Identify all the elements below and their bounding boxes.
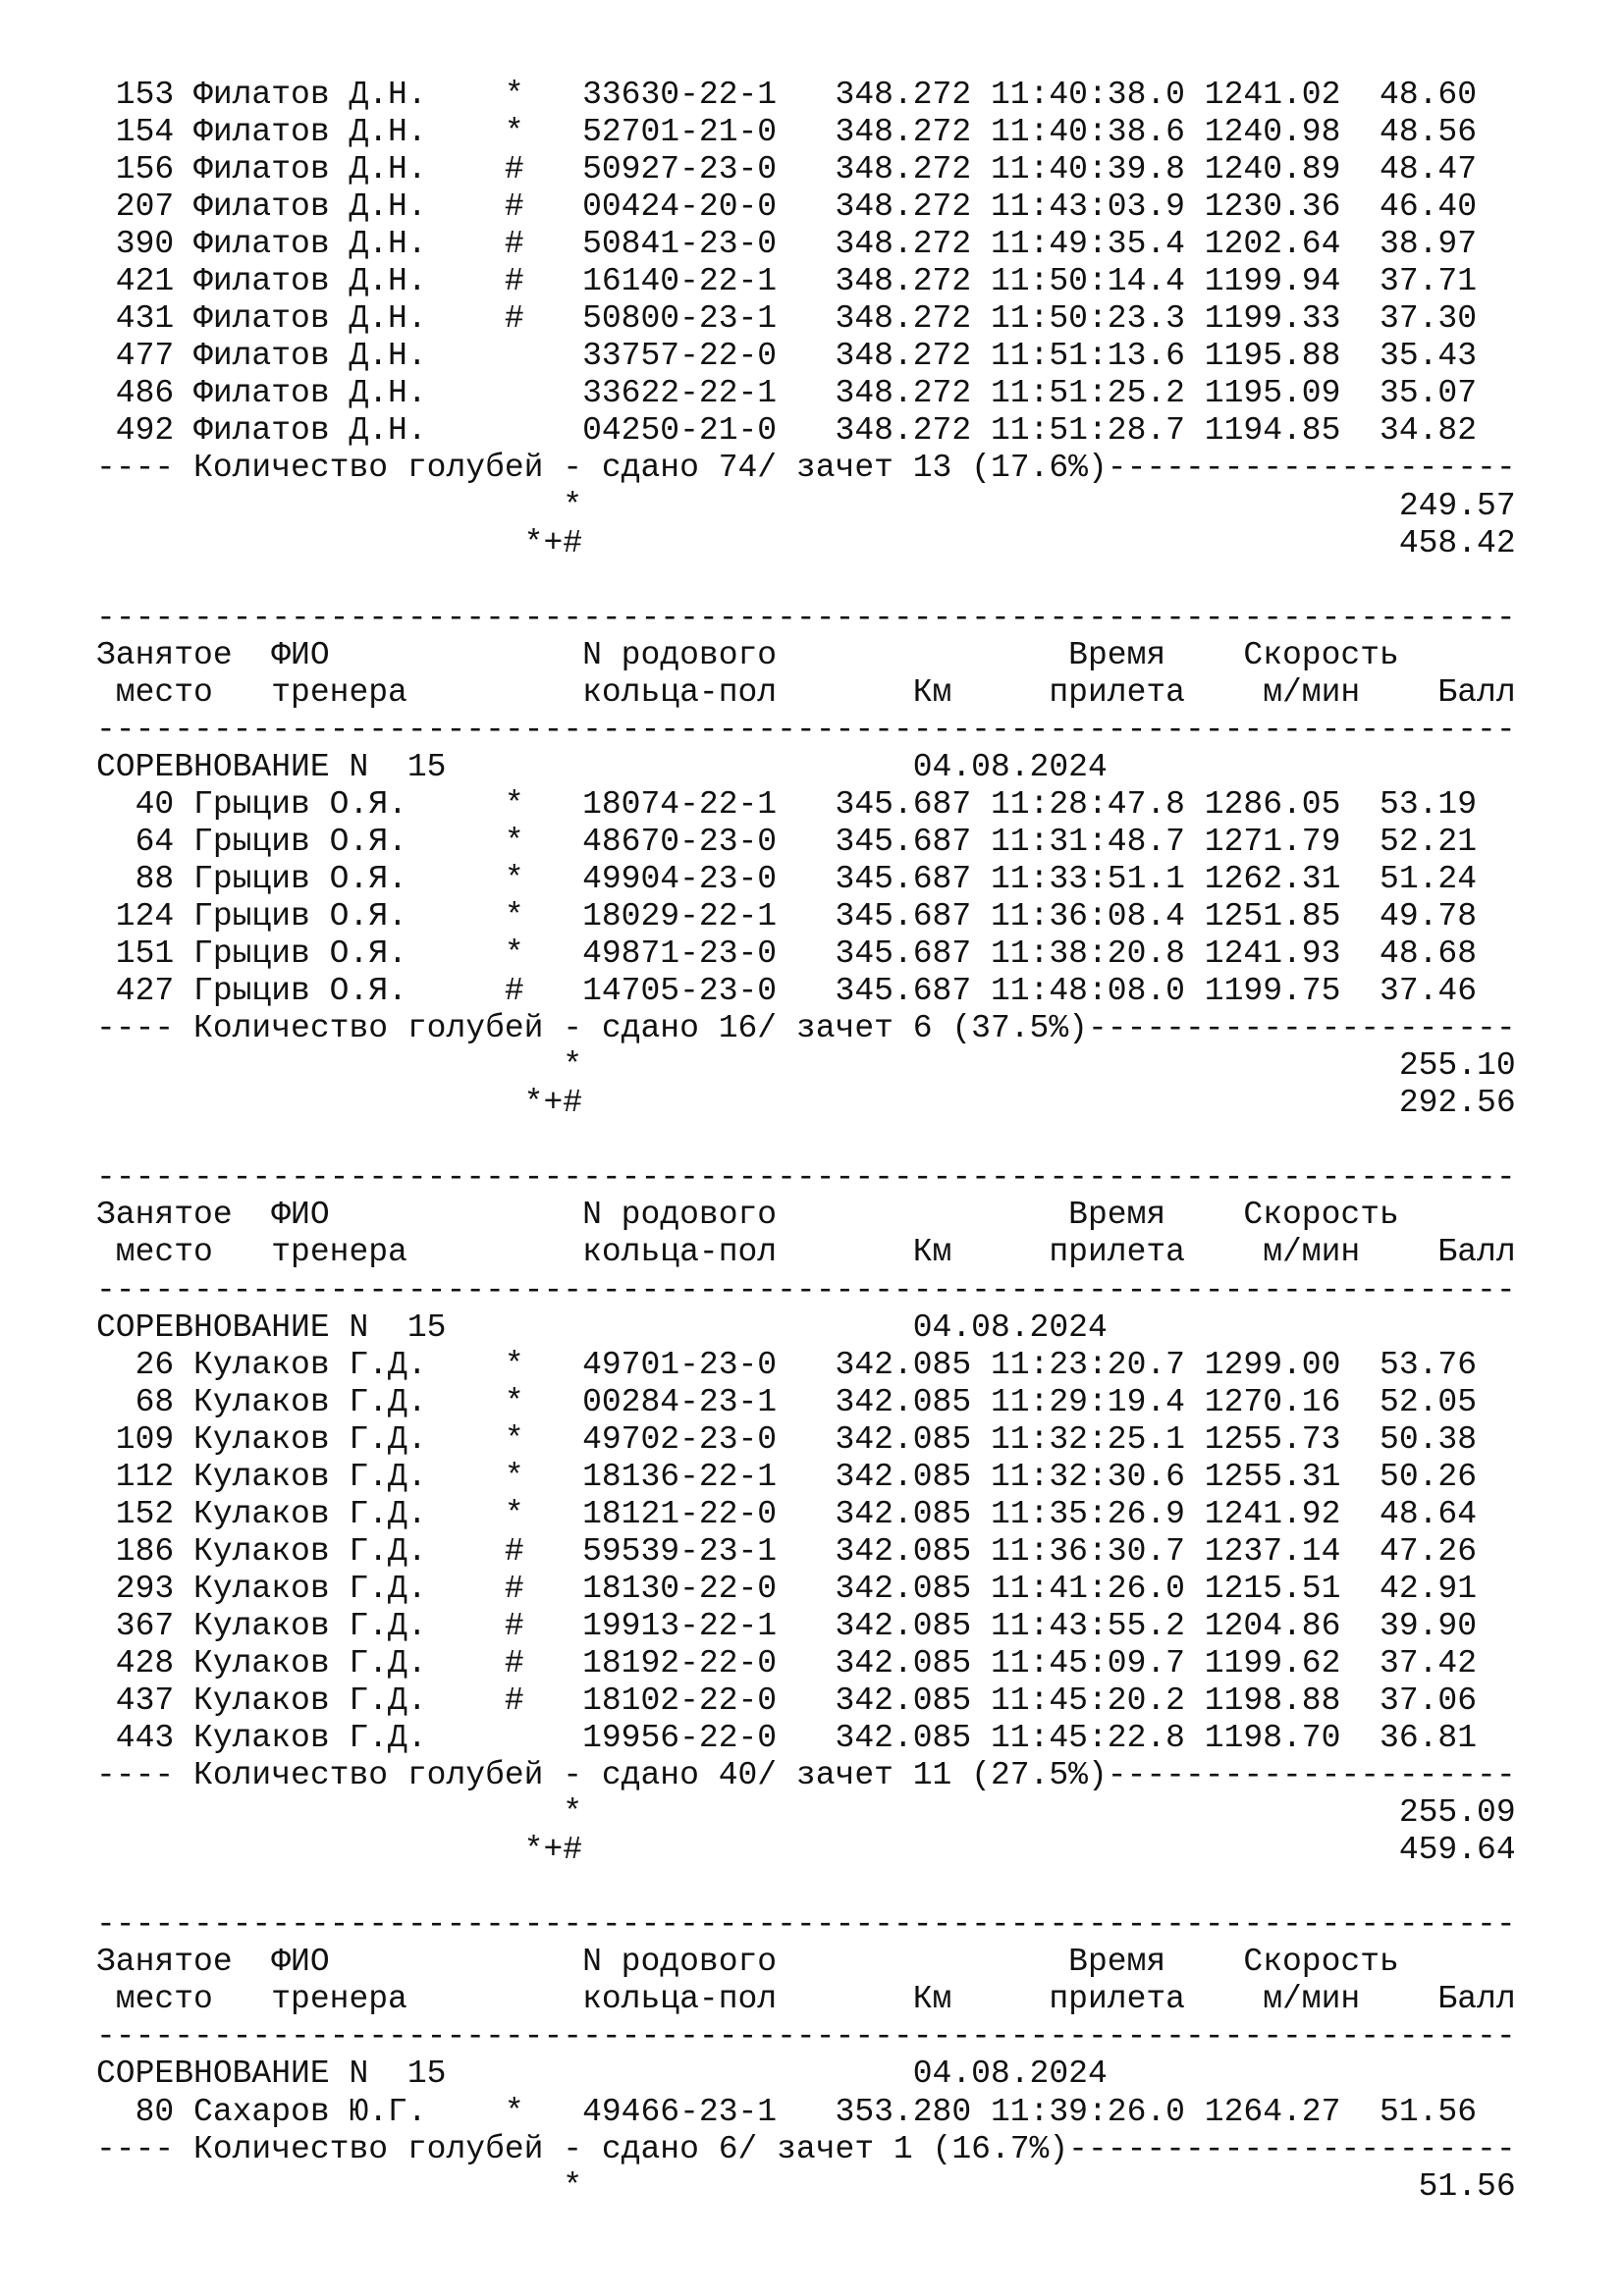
table-row: 492 Филатов Д.Н. 04250-21-0 348.272 11:51:28.7 1194.85 34.82	[96, 412, 1478, 450]
table-row: 428 Кулаков Г.Д. # 18192-22-0 342.085 11:45:09.7 1199.62 37.42	[96, 1644, 1478, 1682]
table-row: 486 Филатов Д.Н. 33622-22-1 348.272 11:51:25.2 1195.09 35.07	[96, 375, 1478, 412]
total-line: *+# 459.64	[96, 1832, 1516, 1869]
table-row: 437 Кулаков Г.Д. # 18102-22-0 342.085 11:45:20.2 1198.88 37.06	[96, 1682, 1478, 1720]
table-header-row-2: место тренера кольца-пол Км прилета м/мин Балл	[96, 673, 1516, 711]
table-row: 152 Кулаков Г.Д. * 18121-22-0 342.085 11:35:26.9 1241.92 48.64	[96, 1495, 1478, 1532]
table-row: 207 Филатов Д.Н. # 00424-20-0 348.272 11:43:03.9 1230.36 46.40	[96, 188, 1478, 226]
blank-line	[96, 562, 1516, 600]
separator-line: -------------------------------------------------------------------------	[96, 599, 1516, 636]
table-row: 124 Грыцив О.Я. * 18029-22-1 345.687 11:36:08.4 1251.85 49.78	[96, 898, 1478, 935]
summary-line: ---- Количество голубей - сдано 74/ зачет 13 (17.6%)---------------------	[96, 450, 1516, 487]
separator-line: -------------------------------------------------------------------------	[96, 2018, 1516, 2056]
table-row: 186 Кулаков Г.Д. # 59539-23-1 342.085 11:36:30.7 1237.14 47.26	[96, 1532, 1478, 1570]
summary-line: ---- Количество голубей - сдано 40/ зачет 11 (27.5%)---------------------	[96, 1757, 1516, 1794]
table-row: 112 Кулаков Г.Д. * 18136-22-1 342.085 11:32:30.6 1255.31 50.26	[96, 1458, 1478, 1495]
total-line: * 255.09	[96, 1794, 1516, 1832]
table-header-row-1: Занятое ФИО N родового Время Скорость	[96, 1197, 1399, 1234]
separator-line: -------------------------------------------------------------------------	[96, 1271, 1516, 1308]
table-header-row-2: место тренера кольца-пол Км прилета м/мин Балл	[96, 1981, 1516, 2018]
table-row: 153 Филатов Д.Н. * 33630-22-1 348.272 11:40:38.0 1241.02 48.60	[96, 77, 1478, 113]
results-document	[96, 77, 1516, 2206]
table-row: 80 Сахаров Ю.Г. * 49466-23-1 353.280 11:39:26.0 1264.27 51.56	[96, 2093, 1478, 2130]
table-row: 427 Грыцив О.Я. # 14705-23-0 345.687 11:48:08.0 1199.75 37.46	[96, 973, 1478, 1010]
competition-title: СОРЕВНОВАНИЕ N 15 04.08.2024	[96, 1308, 1108, 1346]
total-line: * 51.56	[96, 2167, 1516, 2205]
table-row: 156 Филатов Д.Н. # 50927-23-0 348.272 11:40:39.8 1240.89 48.47	[96, 151, 1478, 188]
table-row: 151 Грыцив О.Я. * 49871-23-0 345.687 11:38:20.8 1241.93 48.68	[96, 935, 1478, 973]
table-row: 88 Грыцив О.Я. * 49904-23-0 345.687 11:33:51.1 1262.31 51.24	[96, 860, 1478, 897]
blank-line	[96, 1869, 1516, 1906]
table-row: 109 Кулаков Г.Д. * 49702-23-0 342.085 11:32:25.1 1255.73 50.38	[96, 1420, 1478, 1458]
total-line: * 249.57	[96, 487, 1516, 524]
summary-line: ---- Количество голубей - сдано 6/ зачет 1 (16.7%)-----------------------	[96, 2130, 1516, 2167]
table-row: 390 Филатов Д.Н. # 50841-23-0 348.272 11:49:35.4 1202.64 38.97	[96, 226, 1478, 263]
table-header-row-1: Занятое ФИО N родового Время Скорость	[96, 636, 1399, 673]
table-row: 431 Филатов Д.Н. # 50800-23-1 348.272 11:50:23.3 1199.33 37.30	[96, 300, 1478, 338]
table-row: 26 Кулаков Г.Д. * 49701-23-0 342.085 11:23:20.7 1299.00 53.76	[96, 1346, 1478, 1383]
competition-title: СОРЕВНОВАНИЕ N 15 04.08.2024	[96, 2056, 1108, 2093]
table-row: 477 Филатов Д.Н. 33757-22-0 348.272 11:51:13.6 1195.88 35.43	[96, 338, 1478, 375]
table-row: 68 Кулаков Г.Д. * 00284-23-1 342.085 11:29:19.4 1270.16 52.05	[96, 1383, 1478, 1420]
table-header-row-2: место тренера кольца-пол Км прилета м/мин Балл	[96, 1234, 1516, 1271]
blank-line	[96, 1122, 1516, 1159]
table-row: 293 Кулаков Г.Д. # 18130-22-0 342.085 11:41:26.0 1215.51 42.91	[96, 1570, 1478, 1607]
table-header-row-1: Занятое ФИО N родового Время Скорость	[96, 1944, 1399, 1981]
table-row: 443 Кулаков Г.Д. 19956-22-0 342.085 11:45:22.8 1198.70 36.81	[96, 1720, 1478, 1757]
separator-line: -------------------------------------------------------------------------	[96, 1159, 1516, 1197]
separator-line: -------------------------------------------------------------------------	[96, 711, 1516, 748]
total-line: *+# 458.42	[96, 524, 1516, 561]
table-row: 64 Грыцив О.Я. * 48670-23-0 345.687 11:31:48.7 1271.79 52.21	[96, 823, 1478, 860]
table-row: 367 Кулаков Г.Д. # 19913-22-1 342.085 11:43:55.2 1204.86 39.90	[96, 1607, 1478, 1644]
separator-line: -------------------------------------------------------------------------	[96, 1906, 1516, 1944]
competition-title: СОРЕВНОВАНИЕ N 15 04.08.2024	[96, 748, 1108, 785]
table-row: 421 Филатов Д.Н. # 16140-22-1 348.272 11:50:14.4 1199.94 37.71	[96, 263, 1478, 300]
total-line: * 255.10	[96, 1047, 1516, 1085]
table-row: 154 Филатов Д.Н. * 52701-21-0 348.272 11:40:38.6 1240.98 48.56	[96, 114, 1478, 151]
total-line: *+# 292.56	[96, 1085, 1516, 1122]
table-row: 40 Грыцив О.Я. * 18074-22-1 345.687 11:28:47.8 1286.05 53.19	[96, 785, 1478, 823]
summary-line: ---- Количество голубей - сдано 16/ зачет 6 (37.5%)----------------------	[96, 1010, 1516, 1047]
